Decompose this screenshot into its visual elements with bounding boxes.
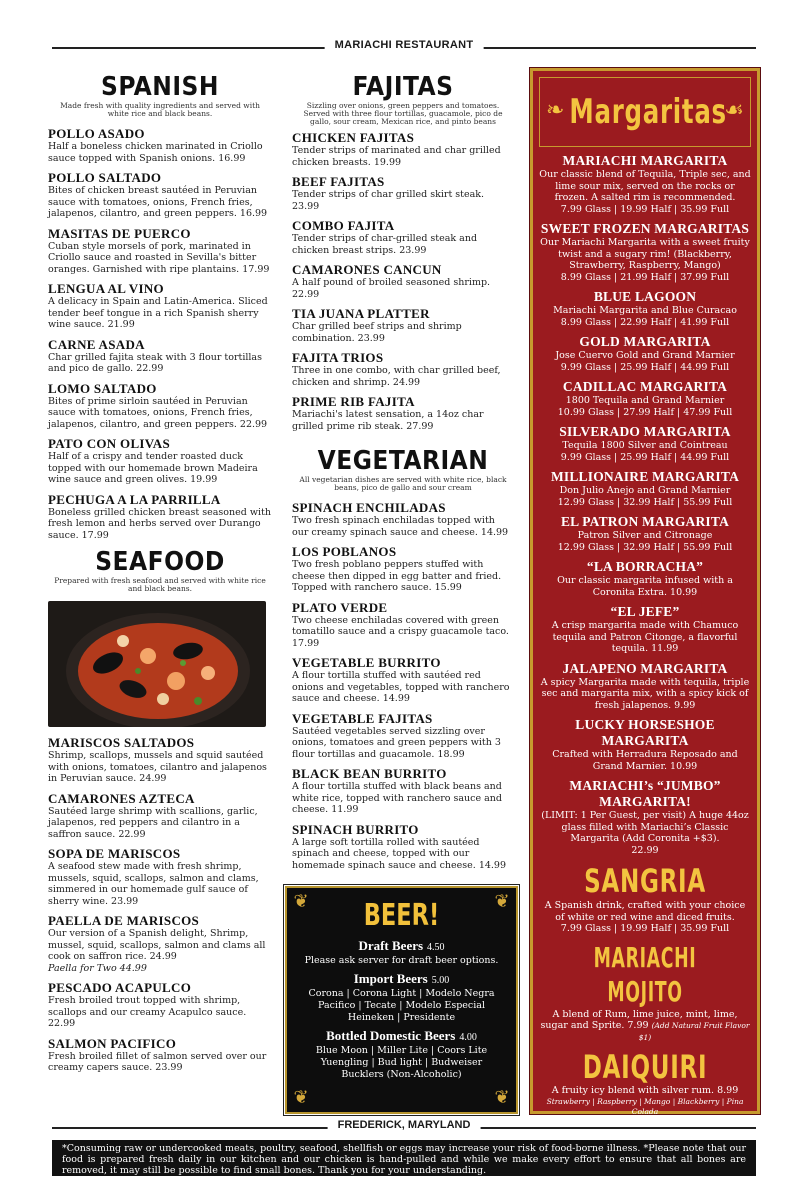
drink-name: EL PATRON MARGARITA xyxy=(560,514,730,529)
import-beers-name: Import Beers xyxy=(353,971,428,986)
vegetarian-title: VEGETARIAN xyxy=(317,446,489,476)
drinks-panel xyxy=(530,68,760,1114)
item-desc: A seafood stew made with fresh shrimp, mussels, squid, scallops, salmon and clams, simmered in our homemade gulf sauce of sherry wine. 23.99 xyxy=(48,861,259,907)
item-desc: Two fresh spinach enchiladas topped with our creamy spinach sauce and cheese. 14.99 xyxy=(292,515,509,538)
seafood-list xyxy=(48,735,272,1074)
drink-name: MARIACHI’s “JUMBO” MARGARITA! xyxy=(569,778,721,809)
menu-item xyxy=(292,822,514,872)
drink-desc: 1800 Tequila and Grand Marnier xyxy=(565,395,725,406)
item-name: POLLO SALTADO xyxy=(48,170,162,185)
item-name: MASITAS DE PUERCO xyxy=(48,225,191,241)
sangria-price: 7.99 Glass | 19.99 Half | 35.99 Full xyxy=(560,923,730,934)
drink-item xyxy=(539,469,751,508)
import-beers-line: Pacifico | Tecate | Modelo Especial xyxy=(318,1000,485,1011)
drink-item xyxy=(539,661,751,712)
domestic-beers-name: Bottled Domestic Beers xyxy=(326,1028,456,1043)
item-name: COMBO FAJITA xyxy=(292,218,395,233)
item-name: PECHUGA A LA PARRILLA xyxy=(48,491,221,507)
drink-name: GOLD MARGARITA xyxy=(579,334,711,349)
item-desc: Cuban style morsels of pork, marinated in Criollo sauce and roasted in Sevilla's bitter oranges. Garnished with ripe plantains. 17.99 xyxy=(48,240,270,275)
mojito-note: (Add Natural Fruit Flavor $1) xyxy=(638,1021,750,1042)
item-name: CHICKEN FAJITAS xyxy=(292,130,415,145)
drink-desc: Our classic blend of Tequila, Triple sec, and lime sour mix, served on the rocks or frozen. A salted rim is recommended. xyxy=(539,169,751,203)
margaritas-header xyxy=(539,77,751,147)
item-name: PATO CON OLIVAS xyxy=(48,436,171,451)
drink-desc: Tequila 1800 Silver and Cointreau xyxy=(562,440,728,451)
fajitas-list xyxy=(292,130,514,432)
disclaimer: *Consuming raw or undercooked meats, poultry, seafood, shellfish or eggs may increase your risk of food-borne illness. *Please note that our food is prepared fresh daily in our kitchen and our chicken is hand-pulled and while we make every effort to ensure that all bones are removed, it may still be possible to find small bones. Thank you for your understanding. xyxy=(52,1140,756,1176)
item-desc: Tender strips of char-grilled steak and chicken breast strips. 23.99 xyxy=(292,233,478,256)
seafood-subtitle: Prepared with fresh seafood and served with white rice and black beans. xyxy=(54,576,266,593)
drink-name: SWEET FROZEN MARGARITAS xyxy=(540,221,750,236)
item-desc: A flour tortilla stuffed with black beans and white rice, topped with ranchero sauce and cheese. 11.99 xyxy=(292,781,503,815)
daiquiri-desc: A fruity icy blend with silver rum. 8.99 xyxy=(551,1085,739,1096)
item-desc: Fresh broiled trout topped with shrimp, scallops and our creamy Acapulco sauce. 22.99 xyxy=(48,995,247,1029)
drink-item xyxy=(539,289,751,328)
draft-beers-line: Please ask server for draft beer options. xyxy=(304,955,499,966)
menu-item xyxy=(292,262,514,300)
menu-item xyxy=(48,226,272,276)
item-desc: Char grilled fajita steak with 3 flour tortillas and pico de gallo. 22.99 xyxy=(48,351,262,374)
item-name: CARNE ASADA xyxy=(48,336,145,352)
sangria-desc: A Spanish drink, crafted with your choice of white or red wine and diced fruits. xyxy=(544,900,746,923)
item-name: SALMON PACIFICO xyxy=(48,1035,177,1051)
item-name: FAJITA TRIOS xyxy=(292,350,384,365)
drink-name: “LA BORRACHA” xyxy=(586,559,704,574)
ornament-icon: ❧ xyxy=(546,98,565,123)
drink-price: 8.99 Glass | 22.99 Half | 41.99 Full xyxy=(560,316,730,328)
domestic-beers-line: Yuengling | Bud light | Budweiser xyxy=(320,1057,483,1068)
item-name: BEEF FAJITAS xyxy=(292,174,385,189)
margaritas-list xyxy=(539,153,751,856)
menu-item xyxy=(48,791,272,841)
item-name: SOPA DE MARISCOS xyxy=(48,846,181,861)
item-desc: Sautéed large shrimp with scallions, garlic, jalapenos, red peppers and cilantro in a saffron sauce. 22.99 xyxy=(48,805,258,840)
domestic-beers-price: 4.00 xyxy=(459,1032,477,1043)
drink-name: SILVERADO MARGARITA xyxy=(559,424,731,439)
drink-name: MARIACHI MARGARITA xyxy=(562,153,728,168)
sangria-item xyxy=(539,900,751,935)
domestic-beers-line: Bucklers (Non-Alcoholic) xyxy=(341,1069,462,1080)
menu-item xyxy=(48,735,272,785)
menu-item xyxy=(292,711,514,761)
menu-item xyxy=(292,174,514,212)
footer-bar xyxy=(52,1118,756,1138)
drink-item xyxy=(539,379,751,418)
item-desc: Sautéed vegetables served sizzling over onions, tomatoes and green peppers with 3 flour tortillas and guacamole. 18.99 xyxy=(292,725,501,760)
drink-name: CADILLAC MARGARITA xyxy=(562,379,728,394)
drink-desc: Our classic margarita infused with a Coronita Extra. 10.99 xyxy=(557,575,733,598)
drink-price: 22.99 xyxy=(631,844,659,856)
drink-item xyxy=(539,221,751,283)
drink-price: 8.99 Glass | 21.99 Half | 37.99 Full xyxy=(560,271,730,283)
daiquiri-note: Strawberry | Raspberry | Mango | Blackberry | Pina Colada xyxy=(546,1096,744,1116)
spanish-title: SPANISH xyxy=(101,72,219,102)
daiquiri-item xyxy=(539,1085,751,1117)
menu-item xyxy=(292,218,514,256)
restaurant-name: MARIACHI RESTAURANT xyxy=(325,39,484,51)
drink-desc: Mariachi Margarita and Blue Curacao xyxy=(553,305,737,316)
item-name: CAMARONES CANCUN xyxy=(292,262,442,277)
menu-item xyxy=(292,130,514,168)
menu-item xyxy=(48,436,272,486)
draft-beers-name: Draft Beers xyxy=(358,938,424,953)
draft-beers-price: 4.50 xyxy=(427,942,445,953)
seafood-photo xyxy=(48,601,266,727)
drink-name: MILLIONAIRE MARGARITA xyxy=(550,469,740,484)
item-desc: Bites of chicken breast sautéed in Peruvian sauce with tomatoes, onions, French fries, jalapenos, cilantro, and green peppers. 16.99 xyxy=(48,185,268,219)
domestic-beers-line: Blue Moon | Miller Lite | Coors Lite xyxy=(315,1045,488,1056)
fajitas-subtitle: Sizzling over onions, green peppers and tomatoes. Served with three flour tortillas, guacamole, pico de gallo, sour cream, Mexican rice, and pinto beans xyxy=(303,101,503,126)
drink-name: LUCKY HORSESHOE MARGARITA xyxy=(575,717,715,748)
middle-column xyxy=(292,72,514,877)
menu-item xyxy=(48,381,272,431)
menu-item xyxy=(48,1036,272,1074)
import-beers-line: Corona | Corona Light | Modelo Negra xyxy=(308,988,495,999)
item-desc: Half of a crispy and tender roasted duck topped with our homemade brown Madeira wine sauce and green olives. 19.99 xyxy=(48,451,258,485)
mojito-title: MARIACHI MOJITO xyxy=(593,940,697,1008)
vegetarian-subtitle: All vegetarian dishes are served with white rice, black beans, pico de gallo and sour cream xyxy=(299,475,507,492)
drink-item xyxy=(539,604,751,655)
item-name: LENGUA AL VINO xyxy=(48,281,164,296)
drink-item xyxy=(539,514,751,553)
mojito-item xyxy=(539,1009,751,1044)
vegetarian-list xyxy=(292,500,514,871)
item-desc: Tender strips of char grilled skirt steak. 23.99 xyxy=(292,189,485,212)
drink-desc: Our Mariachi Margarita with a sweet fruity twist and a sugary rim! (Blackberry, Strawberry, Raspberry, Mango) xyxy=(540,237,750,271)
menu-item xyxy=(48,170,272,220)
item-desc: Our version of a Spanish delight, Shrimp, mussel, squid, scallops, salmon and clams all cook on saffron rice. 24.99 xyxy=(48,928,266,962)
drink-desc: (LIMIT: 1 Per Guest, per visit) A huge 44oz glass filled with Mariachi’s Classic Margarita (Add Coronita +$3). xyxy=(541,810,749,844)
item-name: PAELLA DE MARISCOS xyxy=(48,913,200,928)
item-name: MARISCOS SALTADOS xyxy=(48,735,195,750)
drinks-list xyxy=(539,153,751,1123)
menu-item xyxy=(292,350,514,388)
daiquiri-title: DAIQUIRI xyxy=(582,1048,708,1086)
spanish-list xyxy=(48,126,272,541)
item-name: SPINACH ENCHILADAS xyxy=(292,500,446,515)
item-desc: A large soft tortilla rolled with sautéed spinach and cheese, topped with our homemade spinach sauce and cheese. 14.99 xyxy=(292,836,507,871)
item-note: Paella for Two 44.99 xyxy=(48,962,147,974)
item-desc: Three in one combo, with char grilled beef, chicken and shrimp. 24.99 xyxy=(292,365,501,388)
drink-item xyxy=(539,559,751,598)
import-beers xyxy=(287,971,516,1024)
drink-name: JALAPENO MARGARITA xyxy=(562,660,728,676)
spanish-subtitle: Made fresh with quality ingredients and served with white rice and black beans. xyxy=(60,101,260,118)
ornament-icon: ❦ xyxy=(293,1087,309,1108)
menu-item xyxy=(292,600,514,650)
import-beers-price: 5.00 xyxy=(431,975,450,986)
fajitas-title: FAJITAS xyxy=(352,72,454,102)
item-desc: Shrimp, scallops, mussels and squid sautéed with onions, tomatoes, cilantro and jalapenos in Peruvian sauce. 24.99 xyxy=(48,750,267,784)
ornament-icon: ❦ xyxy=(494,891,510,912)
item-name: VEGETABLE BURRITO xyxy=(292,655,441,670)
item-desc: Half a boneless chicken marinated in Criollo sauce topped with Spanish onions. 16.99 xyxy=(48,141,263,164)
drink-desc: A crisp margarita made with Chamuco tequila and Patron Citonge, a flavorful tequila. 11.99 xyxy=(551,620,739,654)
item-desc: A delicacy in Spain and Latin-America. Sliced tender beef tongue in a rich Spanish sherry wine sauce. 21.99 xyxy=(48,296,268,330)
item-name: SPINACH BURRITO xyxy=(292,821,419,837)
drink-price: 7.99 Glass | 19.99 Half | 35.99 Full xyxy=(560,203,730,215)
drink-desc: Jose Cuervo Gold and Grand Marnier xyxy=(555,350,735,361)
item-name: LOMO SALTADO xyxy=(48,380,157,396)
seafood-title: SEAFOOD xyxy=(95,547,225,577)
item-desc: Fresh broiled fillet of salmon served over our creamy capers sauce. 23.99 xyxy=(48,1050,267,1073)
menu-item xyxy=(48,913,272,974)
import-beers-line: Heineken | Presidente xyxy=(347,1012,456,1023)
item-desc: Boneless grilled chicken breast seasoned with fresh lemon and herbs served over Durango sauce. 17.99 xyxy=(48,506,271,541)
item-desc: Bites of prime sirloin sautéed in Peruvian sauce with tomatoes, onions, French fries, jalapenos, cilantro, and green peppers. 22.99 xyxy=(48,395,268,430)
sangria-title: SANGRIA xyxy=(584,862,706,900)
drink-price: 12.99 Glass | 32.99 Half | 55.99 Full xyxy=(557,541,733,553)
menu-item xyxy=(292,766,514,816)
drink-name: “EL JEFE” xyxy=(610,604,680,619)
item-desc: Char grilled beef strips and shrimp combination. 23.99 xyxy=(292,321,462,344)
drink-price: 12.99 Glass | 32.99 Half | 55.99 Full xyxy=(557,496,733,508)
left-column xyxy=(48,72,272,1080)
item-name: PESCADO ACAPULCO xyxy=(48,980,192,995)
menu-item xyxy=(48,980,272,1030)
menu-item xyxy=(48,281,272,331)
item-desc: Two fresh poblano peppers stuffed with cheese then dipped in egg batter and fried. Topped with ranchero sauce. 15.99 xyxy=(292,559,502,593)
item-name: TIA JUANA PLATTER xyxy=(292,306,430,321)
beer-box xyxy=(285,886,518,1114)
drink-price: 9.99 Glass | 25.99 Half | 44.99 Full xyxy=(560,451,730,463)
menu-item xyxy=(48,126,272,164)
drink-desc: A spicy Margarita made with tequila, triple sec and margarita mix, with a spicy kick of fresh jalapenos. 9.99 xyxy=(540,676,750,711)
beer-title: BEER! xyxy=(363,898,440,933)
menu-item xyxy=(48,846,272,907)
item-name: PLATO VERDE xyxy=(292,599,388,615)
menu-item xyxy=(292,500,514,538)
item-desc: A half pound of broiled seasoned shrimp. 22.99 xyxy=(292,277,491,300)
drink-item xyxy=(539,778,751,856)
drink-name: BLUE LAGOON xyxy=(593,289,697,304)
margaritas-title: Margaritas xyxy=(569,92,727,132)
drink-item xyxy=(539,153,751,215)
drink-desc: Patron Silver and Citronage xyxy=(577,530,713,541)
menu-item xyxy=(292,306,514,344)
ornament-icon: ❦ xyxy=(494,1087,510,1108)
item-name: BLACK BEAN BURRITO xyxy=(292,766,447,781)
drink-item xyxy=(539,424,751,463)
item-desc: Tender strips of marinated and char grilled chicken breasts. 19.99 xyxy=(292,145,501,168)
drink-desc: Crafted with Herradura Reposado and Grand Marnier. 10.99 xyxy=(552,749,738,772)
drink-item xyxy=(539,334,751,373)
mojito-desc: A blend of Rum, lime juice, mint, lime, sugar and Sprite. 7.99 xyxy=(540,1008,738,1031)
item-name: POLLO ASADO xyxy=(48,126,145,141)
item-desc: Two cheese enchiladas covered with green tomatillo sauce and a crispy guacamole taco. 17.99 xyxy=(292,614,509,649)
menu-item xyxy=(292,655,514,705)
drink-item xyxy=(539,717,751,772)
ornament-icon: ☙ xyxy=(724,98,744,123)
menu-item xyxy=(292,544,514,594)
location-label: FREDERICK, MARYLAND xyxy=(328,1119,481,1131)
domestic-beers xyxy=(287,1028,516,1081)
item-name: PRIME RIB FAJITA xyxy=(292,394,415,409)
header-bar xyxy=(52,38,756,58)
item-name: CAMARONES AZTECA xyxy=(48,790,195,806)
item-desc: A flour tortilla stuffed with sautéed red onions and vegetables, topped with ranchero sauce and cheese. 14.99 xyxy=(292,670,510,704)
menu-item xyxy=(48,492,272,542)
menu-item xyxy=(48,337,272,375)
ornament-icon: ❦ xyxy=(293,891,309,912)
item-desc: Mariachi's latest sensation, a 14oz char grilled prime rib steak. 27.99 xyxy=(292,409,484,432)
drink-desc: Don Julio Anejo and Grand Marnier xyxy=(559,485,731,496)
item-name: VEGETABLE FAJITAS xyxy=(292,710,433,726)
drink-price: 10.99 Glass | 27.99 Half | 47.99 Full xyxy=(557,406,733,418)
draft-beers xyxy=(287,938,516,967)
item-name: LOS POBLANOS xyxy=(292,544,397,559)
drink-price: 9.99 Glass | 25.99 Half | 44.99 Full xyxy=(560,361,730,373)
menu-item xyxy=(292,394,514,432)
